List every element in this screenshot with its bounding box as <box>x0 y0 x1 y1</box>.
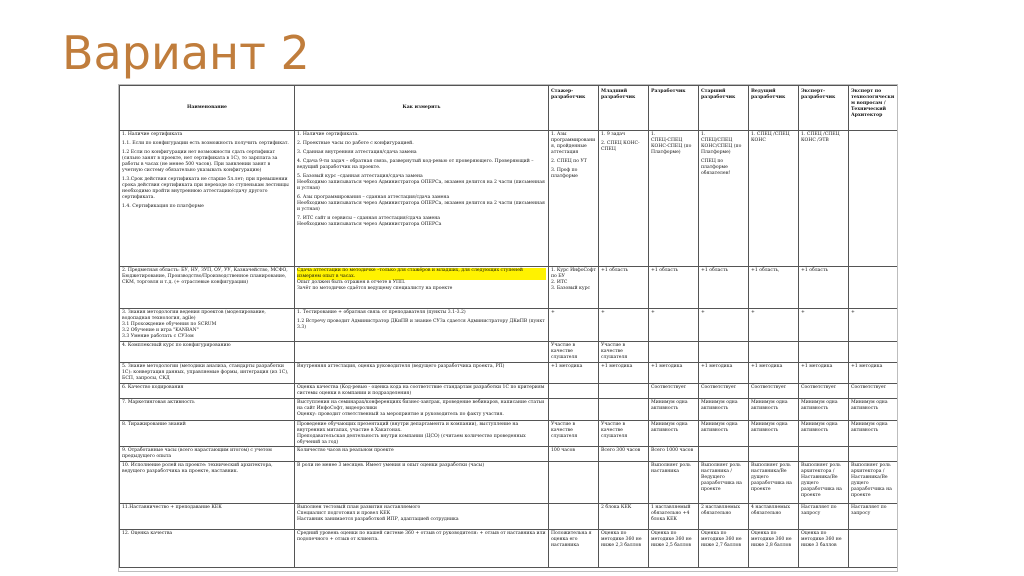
cell-text: 8. Тиражирование знаний <box>122 421 186 427</box>
cell-text: + <box>601 310 605 315</box>
cell-text: Участие в качестве слушателя <box>551 342 578 360</box>
level-cell <box>649 383 699 398</box>
cell-text: 1. <box>651 132 656 137</box>
cell-text: + <box>801 310 805 315</box>
level-cell <box>699 267 749 309</box>
cell-text: 3. Сданная внутренняя аттестация/сдача замена <box>297 149 417 155</box>
cell-text: Минимум одна активность <box>701 421 738 433</box>
level-cell <box>849 504 898 530</box>
level-cell <box>749 341 799 362</box>
cell-text: 3. Базовый курс <box>551 285 591 291</box>
measurement-cell <box>295 462 549 504</box>
cell-text: Оценка качества (Код-ревью - оценка кода на соответствие стандартам разработки 1С по критериям системы оценки в компании и подразделения) <box>297 384 545 396</box>
cell-text: +1 методика <box>651 363 683 369</box>
header-how: Как измерить <box>295 86 549 131</box>
level-cell <box>799 504 849 530</box>
cell-text: Наставляет по запросу <box>801 505 837 517</box>
cell-text: 12. Оценка качества <box>122 531 173 537</box>
cell-text: 3.3 Умение работать с СУЗом <box>122 333 194 339</box>
cell-text: 3.1 Прохождение обучения по SCRUM <box>122 321 217 327</box>
level-cell <box>649 341 699 362</box>
cell-text: 1. СПЕЦ /СПЕЦ КОНС /ЭТВ <box>801 132 840 143</box>
cell-text: Зачёт по методичке сдаётся ведущему специалисту на проекте <box>297 285 453 291</box>
cell-text: Участие в качестве слушателя <box>551 421 578 439</box>
level-cell <box>599 362 649 383</box>
cell-text: Специалист подготовил и провел КЕК <box>297 511 391 517</box>
level-cell <box>749 420 799 447</box>
level-cell <box>699 383 749 398</box>
cell-text: +1 методика <box>851 363 883 369</box>
cell-text: 1. <box>701 132 706 137</box>
cell-text: 2 блока КЕК <box>601 505 632 511</box>
level-cell <box>649 398 699 420</box>
cell-text: +1 методика <box>601 363 633 369</box>
level-cell <box>699 309 749 342</box>
cell-text: Выступления на семинарах/конференциях бизнес-завтрак, проведение вебинаров, написание статьи на сайт ИнфоСофт, видеоролики <box>297 399 545 411</box>
cell-text: 3. Знания методологии ведения проектов (моделирование, водопадная технология, agile) <box>122 310 266 321</box>
cell-text: 2. Проектные часы по работе с конфигурацией. <box>297 140 414 146</box>
level-cell <box>849 398 898 420</box>
level-cell <box>849 341 898 362</box>
level-cell <box>549 530 599 568</box>
cell-text: 5. Знание методологии (методики анализа, стандарты разработки 1С): конвертация данных, управляемые формы, интеграция (из 1С), БСП, запросы, СКД <box>122 363 289 381</box>
criterion-cell <box>120 362 295 383</box>
cell-text: Сдача аттестации по методичке –только для стажёров и младших, для следующих ступеней измеряем опыт в часах. <box>297 268 546 280</box>
table-row <box>120 530 898 568</box>
level-cell <box>799 267 849 309</box>
level-cell <box>799 131 849 267</box>
level-cell <box>699 420 749 447</box>
cell-text: Минимум одна активность <box>851 399 888 411</box>
level-cell <box>799 462 849 504</box>
measurement-cell <box>295 267 549 309</box>
cell-text: +1 область <box>601 268 629 273</box>
cell-text: Участие в качестве слушателя <box>601 342 628 360</box>
cell-text: Участие в качестве слушателя <box>601 421 628 439</box>
cell-text: Минимум одна активность <box>751 399 788 411</box>
measurement-cell <box>295 309 549 342</box>
level-cell <box>749 267 799 309</box>
cell-text: Выполняет роль архитектора /Наставника/Ве дущего разработчика на проекте <box>801 463 842 499</box>
level-cell <box>549 447 599 462</box>
cell-text: + <box>651 310 655 315</box>
cell-text: 1.2 Встречу проводит Администратор ДКиПВ и знание СУЗа сдается Администратору ДКиПВ (пункт 3.3) <box>297 318 545 330</box>
level-cell <box>849 362 898 383</box>
cell-text: 7. ИТС сайт и сервисы – сданная аттестация/сдача замена <box>297 215 441 221</box>
cell-text: 6. Качество кодирования <box>122 384 184 390</box>
level-cell <box>699 530 749 568</box>
level-cell <box>649 420 699 447</box>
cell-text: 10. Исполнение ролей на проекте: технический архитектора, ведущего разработчика на проекте, наставник. <box>122 463 273 475</box>
cell-text: Проведение обучающих презентаций (внутри департамента и компании), выступление на внутренних митапах, участие в Хакатонах. <box>297 421 519 433</box>
cell-text: 1.2 Если по конфигурации нет возможности сдать сертификат (сильно занят в проекте, нет сертификата в 1С), то зарплата за работы в часах (не менее 500 часов). При заявлении занят в учетную систему обязательно указывать конфигурацию) <box>122 149 278 173</box>
header-architect: Эксперт по технологическим вопросам / Технический Архитектор <box>849 86 898 131</box>
cell-text: Соответствует <box>751 384 787 390</box>
cell-text: Положительна я оценка его наставника <box>551 531 592 549</box>
cell-text: Необходимо записываться через Администратора ОПЕРСа <box>297 221 442 227</box>
level-cell <box>749 131 799 267</box>
cell-text: Оценку: проводит ответственный за мероприятие и руководитель по факту участия. <box>297 411 504 417</box>
criterion-cell <box>120 309 295 342</box>
measurement-cell <box>295 131 549 267</box>
cell-text: Выполняет роль наставника /Ведущего разработчика на проекте <box>701 463 742 493</box>
level-cell <box>749 398 799 420</box>
cell-text: +1 методика <box>751 363 783 369</box>
level-cell <box>649 267 699 309</box>
level-cell <box>849 383 898 398</box>
level-cell <box>699 131 749 267</box>
level-cell <box>549 420 599 447</box>
measurement-cell <box>295 530 549 568</box>
cell-text: Наставник занимается разработкой ИПР, адаптацией сотрудника <box>297 517 459 523</box>
cell-text: Выполняет роль наставника <box>651 463 691 475</box>
level-cell <box>699 341 749 362</box>
level-cell <box>749 504 799 530</box>
table-row <box>120 131 898 267</box>
level-cell <box>549 383 599 398</box>
cell-text: +1 методика <box>701 363 733 369</box>
level-cell <box>549 341 599 362</box>
cell-text: 5. Базовый курс –сданная аттестация/сдача замена <box>297 173 423 179</box>
cell-text: 1. 9 задач <box>601 132 626 137</box>
table-row <box>120 267 898 309</box>
cell-text: 1. Наличие сертификата <box>122 132 183 137</box>
header-senior: Старший разработчик <box>699 86 749 131</box>
level-cell <box>749 309 799 342</box>
measurement-cell <box>295 420 549 447</box>
level-cell <box>849 309 898 342</box>
cell-text: +1 область <box>651 268 679 273</box>
level-cell <box>849 462 898 504</box>
cell-text: Средний уровень оценки по нашей системе 360 + отзыв от руководителя: + отзыв от наставника или подопечного + отзыв от клиента. <box>297 531 546 543</box>
level-cell <box>599 398 649 420</box>
level-cell <box>649 309 699 342</box>
level-cell <box>549 504 599 530</box>
level-cell <box>749 362 799 383</box>
cell-text: Опыт должен быть отражен в отчете в УПП. <box>297 279 406 285</box>
cell-text: Оценка по методике 360 не ниже 2,3 баллов <box>601 531 642 549</box>
level-cell <box>799 447 849 462</box>
cell-text: Необходимо записываться через Администратора ОПЕРСа, экзамен делится на 2 части (письменная и устная) <box>297 179 545 191</box>
cell-text: Минимум одна активность <box>651 399 688 411</box>
level-cell <box>599 504 649 530</box>
level-cell <box>699 462 749 504</box>
level-cell <box>599 341 649 362</box>
level-cell <box>749 447 799 462</box>
cell-text: Соответствует <box>701 384 737 390</box>
cell-text: СПЕЦ-СПЕЦ КОНС-СПЕЦ (по Платформе) <box>651 137 692 155</box>
cell-text: 1.4. Сертификация по платформе <box>122 203 204 209</box>
criterion-cell <box>120 530 295 568</box>
cell-text: Оценка по методике 360 не ниже 2,5 баллов <box>651 531 692 549</box>
table-row <box>120 462 898 504</box>
cell-text: Количество часов на реальном проекте <box>297 448 394 454</box>
header-junior: Младший разработчик <box>599 86 649 131</box>
cell-text: + <box>701 310 705 315</box>
level-cell <box>849 530 898 568</box>
cell-text: Оценка по методике 360 не ниже 2,8 баллов <box>751 531 792 549</box>
measurement-cell <box>295 447 549 462</box>
cell-text: Минимум одна активность <box>701 399 738 411</box>
level-cell <box>749 383 799 398</box>
cell-text: В роли не менее 3 месяцев. Имеет умения и опыт оценки разработки (часы) <box>297 463 485 469</box>
level-cell <box>599 462 649 504</box>
criterion-cell <box>120 341 295 362</box>
cell-text: Всего 300 часов <box>601 448 641 454</box>
cell-text: 1. СПЕЦ /СПЕЦ КОНС <box>751 132 790 143</box>
criterion-cell <box>120 420 295 447</box>
table-row <box>120 383 898 398</box>
cell-text: 100 часов <box>551 448 575 454</box>
level-cell <box>549 309 599 342</box>
competency-table-image <box>118 84 898 572</box>
level-cell <box>699 504 749 530</box>
cell-text: 7. Маркетинговая активность <box>122 399 195 405</box>
cell-text: Наставляет по запросу <box>851 505 887 517</box>
level-cell <box>549 131 599 267</box>
table-body <box>120 131 898 568</box>
criterion-cell <box>120 267 295 309</box>
cell-text: + <box>851 310 855 315</box>
cell-text: Соответствует <box>851 384 887 390</box>
cell-text: Соответствует <box>801 384 837 390</box>
cell-text: 1 наставляемый обязательно +4 блока КЕК <box>651 505 691 523</box>
cell-text: Минимум одна активность <box>651 421 688 433</box>
cell-text: 1. Тестирование + обратная связь от преподавателя (пункты 3.1-3.2) <box>297 310 466 315</box>
cell-text: + <box>551 310 555 315</box>
criterion-cell <box>120 398 295 420</box>
competency-table <box>119 85 898 568</box>
cell-text: 3. Проф по платформе <box>551 167 578 179</box>
cell-text: Выполнен тестовый план развития наставляемого <box>297 505 421 511</box>
level-cell <box>799 530 849 568</box>
level-cell <box>599 383 649 398</box>
cell-text: Внутренняя аттестация, оценка руководителя (ведущего разработчика проекта, РП) <box>297 363 505 369</box>
table-row <box>120 341 898 362</box>
cell-text: 2. СПЕЦ КОНС-СПЕЦ <box>601 140 640 152</box>
header-name: Наименование <box>120 86 295 131</box>
cell-text: Выполняет роль архитектора / Наставника/Ве дущего разработчика на проекте <box>851 463 892 499</box>
level-cell <box>649 530 699 568</box>
header-row <box>120 86 898 131</box>
level-cell <box>849 131 898 267</box>
measurement-cell <box>295 362 549 383</box>
level-cell <box>699 398 749 420</box>
table-row <box>120 420 898 447</box>
cell-text: 3.2 Обучение и игра "KANBAN" <box>122 327 199 333</box>
level-cell <box>599 530 649 568</box>
header-expert: Эксперт-разработчик <box>799 86 849 131</box>
criterion-cell <box>120 447 295 462</box>
cell-text: Всего 1000 часов <box>651 448 694 454</box>
level-cell <box>849 420 898 447</box>
level-cell <box>849 267 898 309</box>
criterion-cell <box>120 383 295 398</box>
level-cell <box>549 462 599 504</box>
level-cell <box>699 362 749 383</box>
cell-text: +1 область <box>701 268 729 273</box>
cell-text: 1. Наличие сертификата. <box>297 132 359 137</box>
criterion-cell <box>120 131 295 267</box>
cell-text: 1. Азы программирования, пройденные аттестация <box>551 132 596 155</box>
table-row <box>120 398 898 420</box>
level-cell <box>649 504 699 530</box>
cell-text: Преподавательская деятельность внутри компании (ЦСО) (считаем количество проведенных обучений за год) <box>297 433 526 445</box>
level-cell <box>799 309 849 342</box>
level-cell <box>749 530 799 568</box>
level-cell <box>799 341 849 362</box>
cell-text: 4. Комплексный курс по конфигурированию <box>122 342 231 348</box>
slide-title: Вариант 2 <box>62 26 310 80</box>
cell-text: СПЕЦ/СПЕЦ КОНС/СПЕЦ (по Платформе) <box>701 137 742 155</box>
criterion-cell <box>120 504 295 530</box>
cell-text: 2 наставляемых обязательно <box>701 505 740 517</box>
cell-text: Выполняет роль наставника/Ве дущего разработчика на проекте <box>751 463 792 493</box>
level-cell <box>799 383 849 398</box>
level-cell <box>799 362 849 383</box>
table-row <box>120 362 898 383</box>
cell-text: 4. Сдача 9-ти задач – обратная связь, развернутый код-ревью от проверяющего. Проверяющий – ведущий разработчик на проекте. <box>297 158 534 170</box>
level-cell <box>749 462 799 504</box>
level-cell <box>849 447 898 462</box>
level-cell <box>649 131 699 267</box>
cell-text: СПЕЦ по платформе обязателен! <box>701 158 731 176</box>
level-cell <box>799 398 849 420</box>
measurement-cell <box>295 383 549 398</box>
level-cell <box>649 462 699 504</box>
cell-text: 4 наставляемых обязательно <box>751 505 790 517</box>
level-cell <box>599 447 649 462</box>
measurement-cell <box>295 341 549 362</box>
cell-text: 9. Отработанные часы (всего нарастающим итогом) с учетом предыдущего опыта <box>122 448 272 460</box>
table-row <box>120 447 898 462</box>
measurement-cell <box>295 398 549 420</box>
table-row <box>120 309 898 342</box>
cell-text: Минимум одна активность <box>851 421 888 433</box>
header-intern: Стажер-разработчик <box>549 86 599 131</box>
cell-text: 2. СПЕЦ по УТ <box>551 158 587 164</box>
cell-text: +1 методика <box>551 363 583 369</box>
cell-text: + <box>751 310 755 315</box>
cell-text: Оценка по методике 360 не ниже 3 баллов <box>801 531 842 549</box>
header-developer: Разработчик <box>649 86 699 131</box>
level-cell <box>699 447 749 462</box>
cell-text: +1 методика <box>801 363 833 369</box>
criterion-cell <box>120 462 295 504</box>
cell-text: +1 область <box>801 268 829 273</box>
cell-text: 11.Наставничество + преподавание КЕК <box>122 505 222 511</box>
cell-text: Минимум одна активность <box>801 399 838 411</box>
table-row <box>120 504 898 530</box>
cell-text: +1 область, <box>751 268 780 273</box>
level-cell <box>649 447 699 462</box>
header-lead: Ведущий разработчик <box>749 86 799 131</box>
cell-text: 1.3.Срок действия сертификата не старше 5л.лет; при превышении срока действия сертификата при переходе по ступенькам лестницы необходимо пройти внутреннюю аттестацию/сдачу другого сертификата. <box>122 176 289 200</box>
cell-text: Необходимо записываться через Администратора ОПЕРСа, экзамен делится на 2 части (письменная и устная) <box>297 200 545 212</box>
cell-text: 1. Курс ИнфоСофт по БУ <box>551 268 596 279</box>
cell-text: Минимум одна активность <box>751 421 788 433</box>
cell-text: Оценка по методике 360 не ниже 2,7 баллов <box>701 531 742 549</box>
level-cell <box>549 267 599 309</box>
measurement-cell <box>295 504 549 530</box>
level-cell <box>599 420 649 447</box>
cell-text: 6. Азы программирования – сданная аттестация/сдача замена <box>297 194 450 200</box>
level-cell <box>549 398 599 420</box>
level-cell <box>799 420 849 447</box>
cell-text: 2. Предметная область: БУ, НУ, ЗУП, ОУ, УУ, Казначейство, МСФО, Бюджетирование, Производство/Производственное планирование, СКМ, торговля и т.д. (+ отраслевые конфигурации) <box>122 268 288 285</box>
level-cell <box>599 267 649 309</box>
cell-text: 2. ИТС <box>551 279 568 285</box>
level-cell <box>599 131 649 267</box>
level-cell <box>549 362 599 383</box>
cell-text: Минимум одна активность <box>801 421 838 433</box>
cell-text: 1.1. Если по конфигурации есть возможность получить сертификат. <box>122 140 289 146</box>
level-cell <box>649 362 699 383</box>
level-cell <box>599 309 649 342</box>
cell-text: Соответствует <box>651 384 687 390</box>
